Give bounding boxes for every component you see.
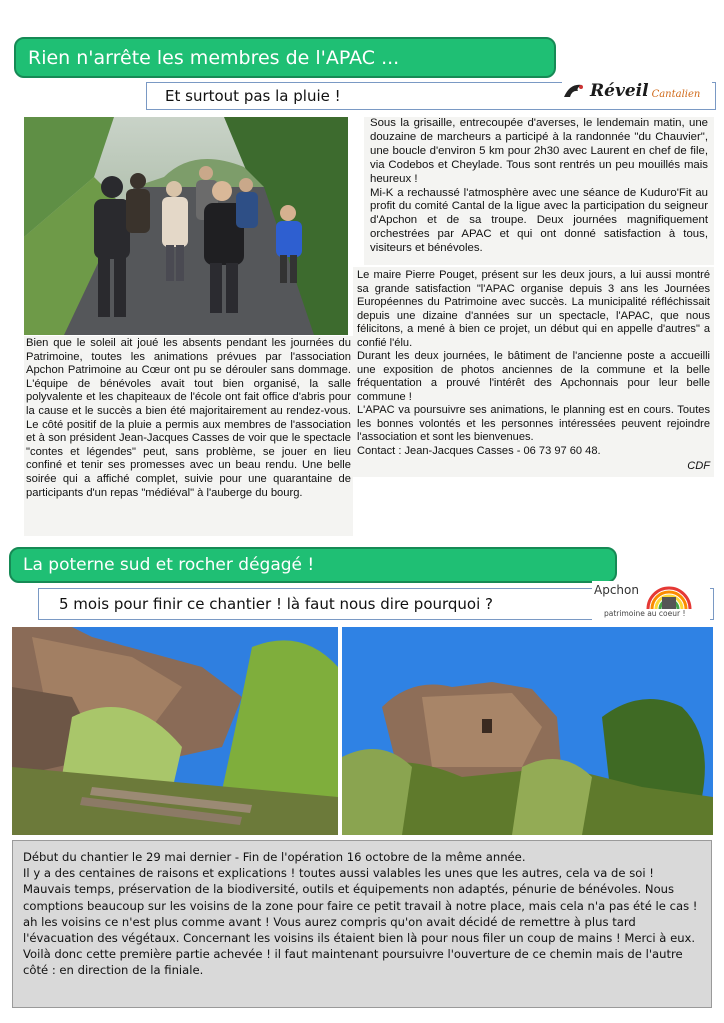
reveil-logo xyxy=(562,76,712,106)
randonnee-paragraph: Sous la grisaille, entrecoupée d'averses, le lendemain matin, une douzaine de marcheurs a participé à la randonnée "du Chauvier", une boucle d'environ 5 km pour 2h30 avec Laurent en chef de file, via Codebos et Cheylade. Tous sont rentrés un peu mouillés mais heureux ! xyxy=(370,117,708,185)
contact-paragraph: Contact : Jean-Jacques Casses - 06 73 97 60 48. xyxy=(357,444,601,457)
conclusion-paragraph: Voilà donc cette première partie achevée ! il faut maintenant poursuivre l'ouverture de ce chemin mais de l'autre côté : en direction de la finiale. xyxy=(23,947,683,978)
reveil-logo-name: Réveil xyxy=(590,81,649,101)
section1-right-bottom-column xyxy=(353,267,714,477)
section1-left-column xyxy=(24,336,353,536)
rock-photo-right xyxy=(342,627,713,835)
rock-photo-left xyxy=(12,627,338,835)
apchon-logo xyxy=(592,581,710,621)
planning-paragraph: L'APAC va poursuivre ses animations, le planning est en cours. Toutes les bonnes volontés et les personnes intéressées peuvent rejoindre l'association et sont les bienvenues. xyxy=(357,404,710,443)
section1-subtitle: Et surtout pas la pluie ! xyxy=(165,87,341,105)
section1-left-paragraph: Bien que le soleil ait joué les absents pendant les journées du Patrimoine, toutes les animations prévues par l'association Apchon Patrimoine au Cœur ont pu se dérouler sans dommage. L'équipe de bénévoles avait tout bien organisé, la salle polyvalente et les chapiteaux de l'école ont fait office d'abris pour la cause et le succès a bien été majoritairement au rendez-vous. Le côté positif de la pluie a permis aux membres de l'association et à son président Jean-Jacques Casses de voir que le spectacle "contes et légendes" peut, sans problème, se jouer en lieu confiné et tenir ses promesses avec un beau rendu. Une belle soirée qui a affiché complet, suivie pour une quarantaine de participants d'un repas "médiéval" à l'auberge du bourg. xyxy=(26,337,351,499)
section2-text-panel xyxy=(12,840,712,1008)
reveil-bird-icon xyxy=(562,79,588,103)
section1-title-banner xyxy=(14,37,556,78)
section2-title-banner xyxy=(9,547,617,583)
exposition-paragraph: Durant les deux journées, le bâtiment de l'ancienne poste a accueilli une exposition de photos anciennes de la commune et la belle fréquentation a prouvé l'intérêt des Apchonnais pour leur belle commune ! xyxy=(357,350,710,403)
section1-title: Rien n'arrête les membres de l'APAC ... xyxy=(28,46,400,69)
maire-paragraph: Le maire Pierre Pouget, présent sur les deux jours, a lui aussi montré sa grande satisfaction "l'APAC organise depuis 3 ans les Journées Européennes du Patrimoine avec succès. La municipalité réfléchissait depuis une dizaine d'années sur un spectacle, l'APAC, que nous félicitons, a mené à bien ce projet, un début qui en appelle d'autres" a confié l'élu. xyxy=(357,269,710,349)
chantier-dates: Début du chantier le 29 mai dernier - Fin de l'opération 16 octobre de la même année. xyxy=(23,850,526,864)
walkers-photo xyxy=(24,117,348,335)
kudurofit-paragraph: Mi-K a rechaussé l'atmosphère avec une séance de Kuduro'Fit au profit du comité Cantal de la ligue avec la participation du seigneur d'Apchon et de sa troupe. Deux journées magnifiquement orchestrées par APAC et qui ont donné satisfaction à tous, visiteurs et bénévoles. xyxy=(370,186,708,255)
section2-subtitle: 5 mois pour finir ce chantier ! là faut nous dire pourquoi ? xyxy=(59,595,494,613)
section1-right-top-column xyxy=(364,117,714,265)
signature: CDF xyxy=(687,460,710,472)
reveil-logo-suffix: Cantalien xyxy=(651,88,701,100)
apchon-logo-tagline: patrimoine au coeur ! xyxy=(604,609,686,618)
section2-title: La poterne sud et rocher dégagé ! xyxy=(23,555,315,575)
apchon-logo-name: Apchon xyxy=(594,583,639,597)
rainbow-icon xyxy=(644,583,694,611)
raisons-paragraph: Il y a des centaines de raisons et explications ! toutes aussi valables les unes que les autres, cela va de soi ! Mauvais temps, préservation de la biodiversité, outils et équipements non adaptés, pénurie de bénévoles. Nous comptions beaucoup sur les voisins de la zone pour faire ce petit travail à notre place, mais cela n'a pas été le cas ! ah les voisins ce n'est plus comme avant ! Vous aurez compris qu'on avait décidé de remettre à plus tard l'évacuation des végétaux. Concernant les voisins ils étaient bien là pour nous filer un coup de mains ! Merci à eux. xyxy=(23,866,698,946)
